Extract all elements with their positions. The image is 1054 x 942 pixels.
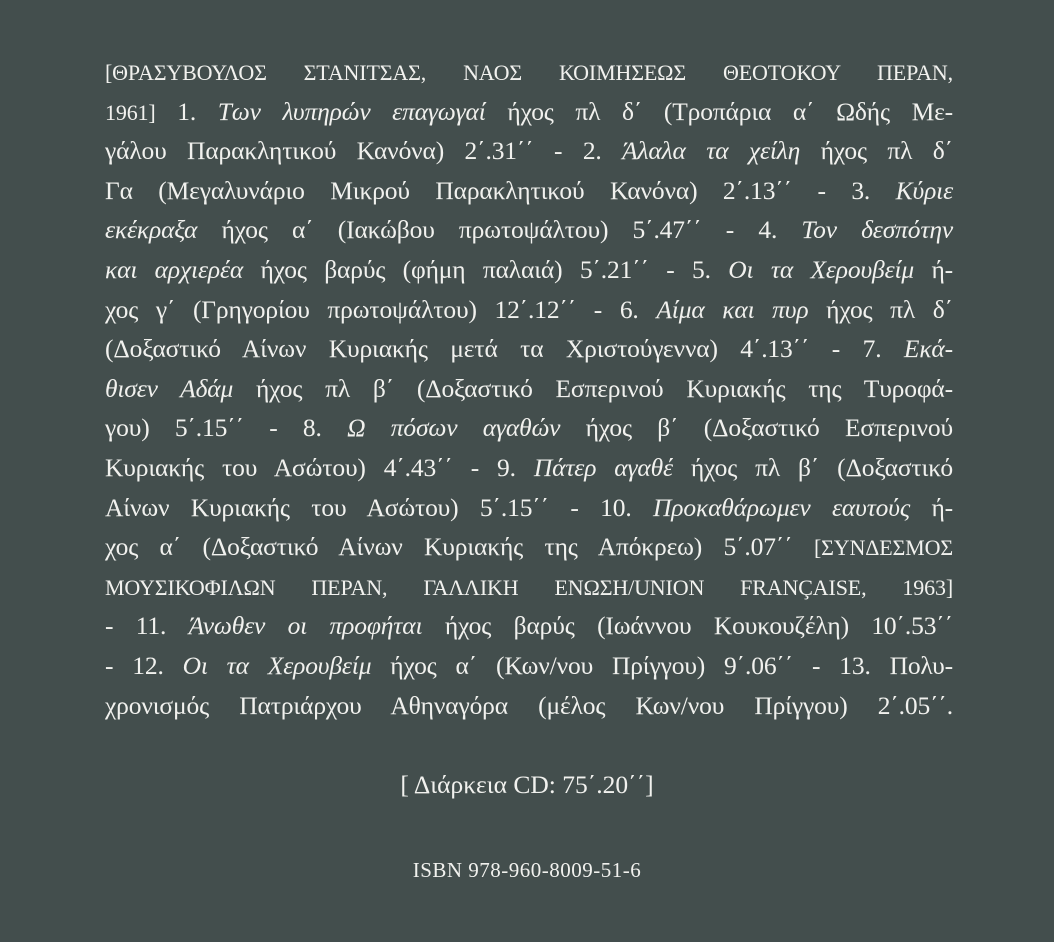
text-segment: ΜΟΥΣΙΚΟΦΙΛΩΝ ΠΕΡΑΝ, ΓΑΛΛΙΚΗ ΕΝΩΣΗ/UNION FRANÇAISE, 1963] xyxy=(105,574,953,600)
text-segment: [ΘΡΑΣΥΒΟΥΛΟΣ ΣΤΑΝΙΤΣΑΣ, ΝΑΟΣ ΚΟΙΜΗΣΕΩΣ ΘΕΟΤΟΚΟΥ ΠΕΡΑΝ, xyxy=(105,60,953,85)
text-segment: - 11. xyxy=(105,611,189,641)
text-line xyxy=(105,92,953,132)
track-title: Άνωθεν οι προφήται xyxy=(188,611,423,641)
text-segment: ήχος α΄ (Κων/νου Πρίγγου) 9΄.06΄΄ - 13. Πολυ- xyxy=(371,650,954,680)
text-segment: ήχος πλ β΄ (Δοξαστικό xyxy=(672,452,953,482)
text-line xyxy=(105,488,953,528)
text-line xyxy=(105,527,953,567)
text-line xyxy=(105,646,953,686)
text-segment: ήχος πλ δ΄ (Τροπάρια α΄ Ωδής Με- xyxy=(485,96,953,126)
text-segment: γου) 5΄.15΄΄ - 8. xyxy=(105,413,348,443)
text-line xyxy=(105,131,953,171)
text-segment: ήχος α΄ (Ιακώβου πρωτοψάλτου) 5΄.47΄΄ - 4. xyxy=(197,215,802,245)
track-title: Των λυπηρών επαγωγαί xyxy=(217,96,486,126)
track-title: θισεν Αδάμ xyxy=(105,373,234,403)
tracklist-text xyxy=(105,52,953,725)
text-segment: - 12. xyxy=(105,650,183,680)
text-segment: χος α΄ (Δοξαστικό Αίνων Κυριακής της Απόκρεω) 5΄.07΄΄ xyxy=(105,532,814,562)
text-segment: ήχος β΄ (Δοξαστικό Εσπερινού xyxy=(560,413,953,443)
text-line xyxy=(105,52,953,92)
text-segment: Γα (Μεγαλυνάριο Μικρού Παρακλητικού Κανόνα) 2΄.13΄΄ - 3. xyxy=(105,175,896,205)
track-title: Εκά- xyxy=(903,334,953,364)
track-title: Προκαθάρωμεν εαυτούς xyxy=(653,492,911,522)
text-segment: ήχος βαρύς (Ιωάννου Κουκουζέλη) 10΄.53΄΄ xyxy=(422,611,953,641)
text-line xyxy=(105,250,953,290)
text-line xyxy=(105,567,953,607)
text-segment: ή- xyxy=(910,492,953,522)
track-title: Ω πόσων αγαθών xyxy=(347,413,561,443)
text-segment: γάλου Παρακλητικού Κανόνα) 2΄.31΄΄ - 2. xyxy=(105,136,623,166)
text-line xyxy=(105,448,953,488)
track-title: Τον δεσπότην xyxy=(801,215,953,245)
text-line xyxy=(105,210,953,250)
text-segment: (Δοξαστικό Αίνων Κυριακής μετά τα Χριστούγεννα) 4΄.13΄΄ - 7. xyxy=(105,334,904,364)
track-title: Οι τα Χερουβείμ xyxy=(728,254,915,284)
text-line xyxy=(105,290,953,330)
text-line xyxy=(105,369,953,409)
text-segment: ήχος πλ β΄ (Δοξαστικό Εσπερινού Κυριακής της Τυροφά- xyxy=(233,373,953,403)
text-segment: ήχος πλ δ΄ xyxy=(808,294,953,324)
track-title: Οι τα Χερουβείμ xyxy=(182,650,372,680)
track-title: Πάτερ αγαθέ xyxy=(533,452,673,482)
text-segment: Αίνων Κυριακής του Ασώτου) 5΄.15΄΄ - 10. xyxy=(105,492,654,522)
text-segment: ήχος βαρύς (φήμη παλαιά) 5΄.21΄΄ - 5. xyxy=(243,254,729,284)
text-segment: χος γ΄ (Γρηγορίου πρωτοψάλτου) 12΄.12΄΄ - 6. xyxy=(105,294,657,324)
track-title: και αρχιερέα xyxy=(105,254,244,284)
track-title: Άλαλα τα χείλη xyxy=(622,136,801,166)
text-line xyxy=(105,171,953,211)
text-segment: 1961] xyxy=(105,99,156,125)
text-segment: [ΣΥΝΔΕΣΜΟΣ xyxy=(813,535,953,561)
cd-duration: [ Διάρκεια CD: 75΄.20΄΄] xyxy=(400,770,654,799)
text-line xyxy=(105,329,953,369)
track-title: Κύριε xyxy=(895,175,953,205)
text-line xyxy=(105,686,953,726)
text-segment: χρονισμός Πατριάρχου Αθηναγόρα (μέλος Κων/νου Πρίγγου) 2΄.05΄΄. xyxy=(105,690,953,720)
text-segment: 1. xyxy=(155,96,218,126)
track-title: Αίμα και πυρ xyxy=(656,294,809,324)
text-segment: ήχος πλ δ΄ xyxy=(800,136,953,166)
text-line xyxy=(105,606,953,646)
text-segment: ή- xyxy=(914,254,953,284)
isbn-number: ISBN 978-960-8009-51-6 xyxy=(412,858,642,882)
text-line xyxy=(105,408,953,448)
track-title: εκέκραξα xyxy=(105,215,198,245)
text-segment: Κυριακής του Ασώτου) 4΄.43΄΄ - 9. xyxy=(105,452,534,482)
